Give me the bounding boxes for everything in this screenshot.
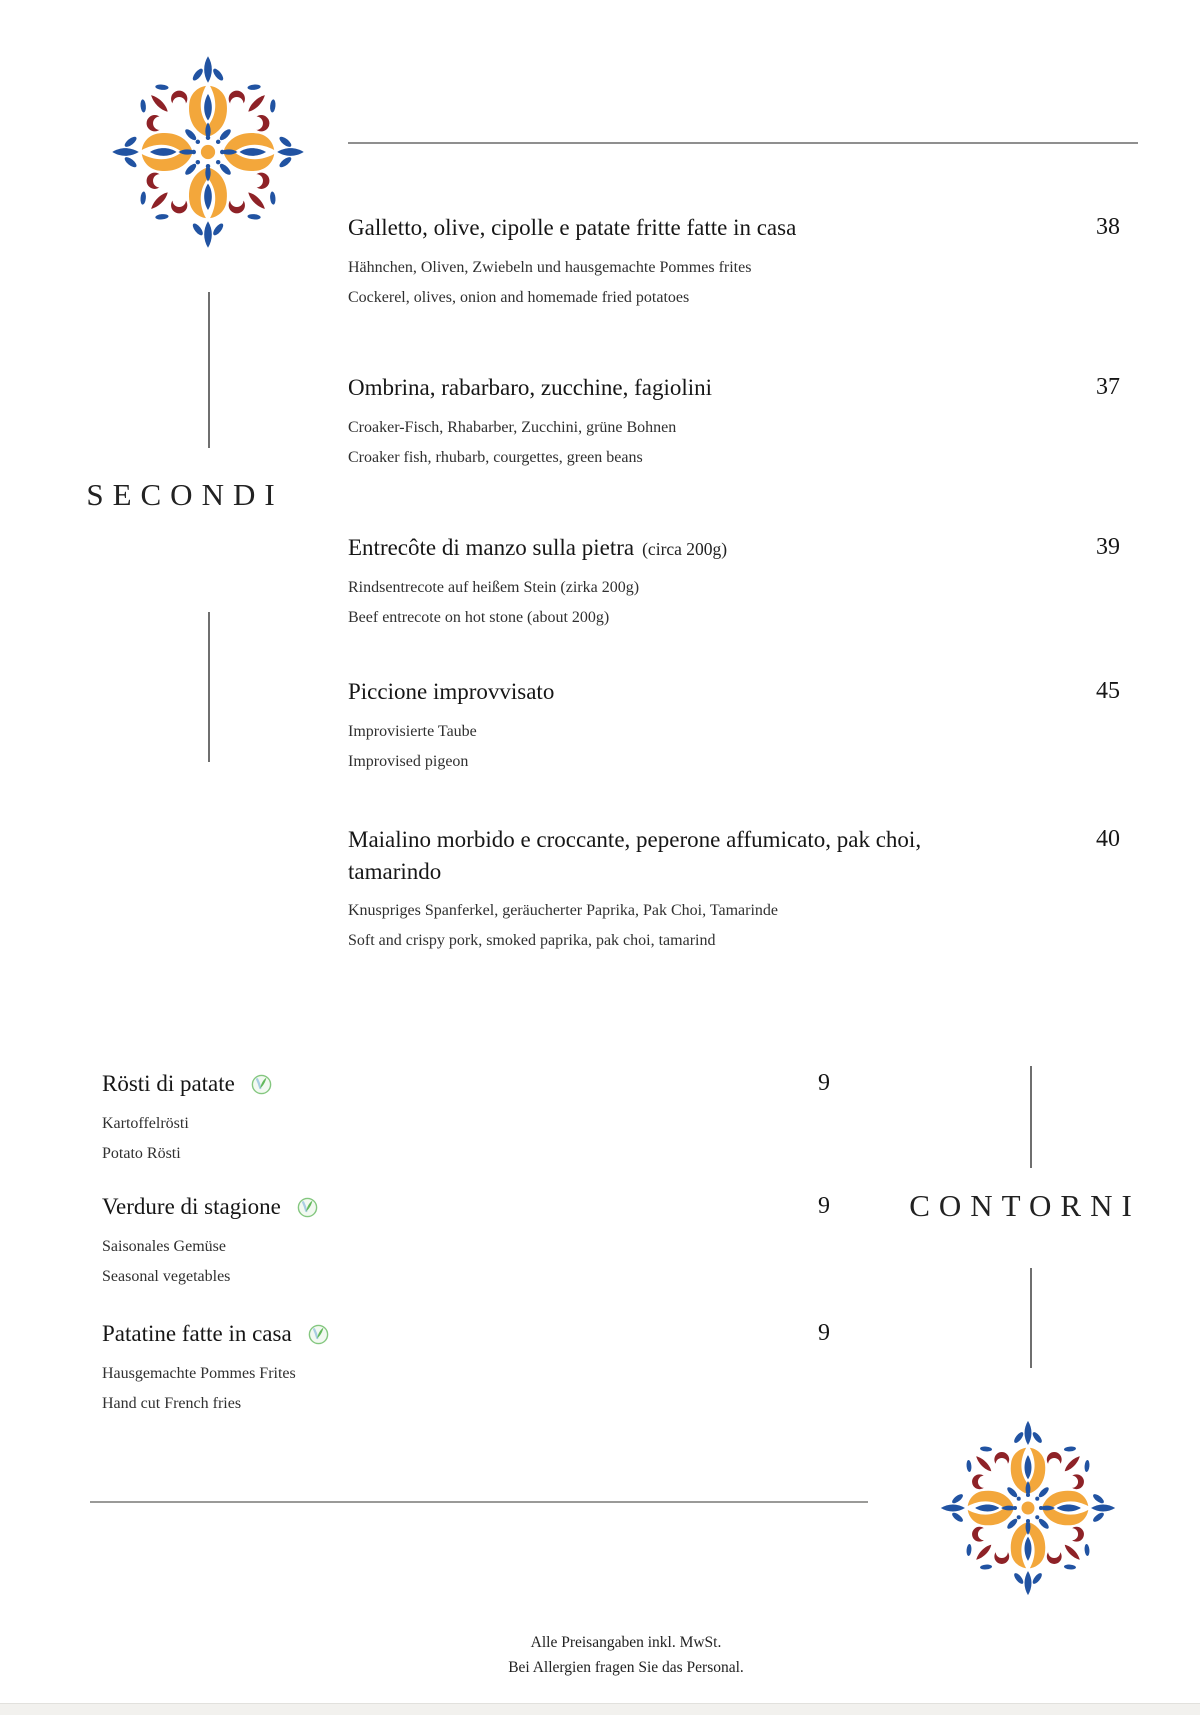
contorni-lower-line	[1030, 1268, 1032, 1368]
item-name-en: Seasonal vegetables	[102, 1267, 231, 1285]
item-title	[348, 212, 1076, 244]
menu-item	[348, 372, 1120, 468]
item-name-it: Rösti di patate	[102, 1071, 235, 1096]
footer-vat-line: Alle Preisangaben inkl. MwSt.	[530, 1634, 722, 1651]
item-price: 9	[818, 1320, 830, 1346]
vegetarian-v-icon	[308, 1324, 329, 1345]
item-price: 40	[1096, 826, 1120, 852]
item-note: (circa 200g)	[642, 539, 728, 559]
item-name-it: Ombrina, rabarbaro, zucchine, fagiolini	[348, 375, 713, 400]
secondi-section-title: SECONDI	[86, 477, 284, 512]
vegetarian-v-icon	[251, 1074, 272, 1095]
item-text	[348, 372, 1076, 468]
item-price: 39	[1096, 534, 1120, 560]
menu-item	[102, 1191, 830, 1287]
item-price: 38	[1096, 214, 1120, 240]
item-name-en: Beef entrecote on hot stone (about 200g)	[348, 608, 610, 626]
item-name-de: Rindsentrecote auf heißem Stein (zirka 200g)	[348, 578, 640, 596]
item-title	[348, 532, 1076, 564]
item-name-de: Saisonales Gemüse	[102, 1237, 226, 1255]
item-text	[102, 1191, 798, 1287]
item-text	[348, 676, 1076, 772]
item-price: 37	[1096, 374, 1120, 400]
item-price: 9	[818, 1070, 830, 1096]
item-name-de: Improvisierte Taube	[348, 722, 477, 740]
secondi-upper-line	[208, 292, 210, 448]
item-name-de: Hausgemachte Pommes Frites	[102, 1364, 296, 1382]
folk-floral-rosette-icon	[922, 1406, 1134, 1610]
menu-item	[348, 532, 1120, 628]
item-text	[348, 212, 1076, 308]
item-name-it: Entrecôte di manzo sulla pietra	[348, 535, 635, 560]
folk-floral-rosette-icon	[86, 40, 330, 264]
contorni-upper-line	[1030, 1066, 1032, 1168]
item-name-de: Kartoffelrösti	[102, 1114, 189, 1132]
item-title	[348, 824, 973, 887]
item-price: 9	[818, 1193, 830, 1219]
item-name-it: Galletto, olive, cipolle e patate fritte fatte in casa	[348, 215, 797, 240]
item-text	[348, 824, 1076, 952]
item-title	[102, 1068, 798, 1100]
item-name-en: Croaker fish, rhubarb, courgettes, green beans	[348, 448, 643, 466]
item-price: 45	[1096, 678, 1120, 704]
item-text	[102, 1068, 798, 1164]
item-name-en: Improvised pigeon	[348, 752, 469, 770]
page-bottom-edge	[0, 1703, 1200, 1715]
contorni-section-title: CONTORNI	[909, 1188, 1141, 1223]
bottom-divider-line	[90, 1501, 868, 1503]
item-name-it: Patatine fatte in casa	[102, 1321, 292, 1346]
item-name-en: Cockerel, olives, onion and homemade fried potatoes	[348, 288, 690, 306]
item-name-de: Hähnchen, Oliven, Zwiebeln und hausgemachte Pommes frites	[348, 258, 752, 276]
item-name-it: Verdure di stagione	[102, 1194, 281, 1219]
footer-allergy-line: Bei Allergien fragen Sie das Personal.	[508, 1658, 744, 1676]
item-name-en: Potato Rösti	[102, 1144, 181, 1162]
item-name-it: Maialino morbido e croccante, peperone affumicato, pak choi, tamarindo	[348, 827, 922, 884]
item-text	[348, 532, 1076, 628]
secondi-lower-line	[208, 612, 210, 762]
menu-item	[348, 676, 1120, 772]
menu-item	[102, 1068, 830, 1164]
menu-item	[348, 212, 1120, 308]
item-name-de: Knuspriges Spanferkel, geräucherter Paprika, Pak Choi, Tamarinde	[348, 902, 779, 920]
item-title	[348, 372, 1076, 404]
item-name-de: Croaker-Fisch, Rhabarber, Zucchini, grüne Bohnen	[348, 418, 677, 436]
vegetarian-v-icon	[297, 1197, 318, 1218]
top-divider-line	[348, 142, 1138, 144]
item-title	[348, 676, 1076, 708]
item-name-en: Soft and crispy pork, smoked paprika, pak choi, tamarind	[348, 932, 716, 950]
menu-item	[102, 1318, 830, 1414]
item-title	[102, 1318, 798, 1350]
item-name-it: Piccione improvvisato	[348, 679, 555, 704]
menu-item	[348, 824, 1120, 952]
item-title	[102, 1191, 798, 1223]
item-text	[102, 1318, 798, 1414]
footer-note	[26, 1631, 1200, 1681]
item-name-en: Hand cut French fries	[102, 1394, 242, 1412]
